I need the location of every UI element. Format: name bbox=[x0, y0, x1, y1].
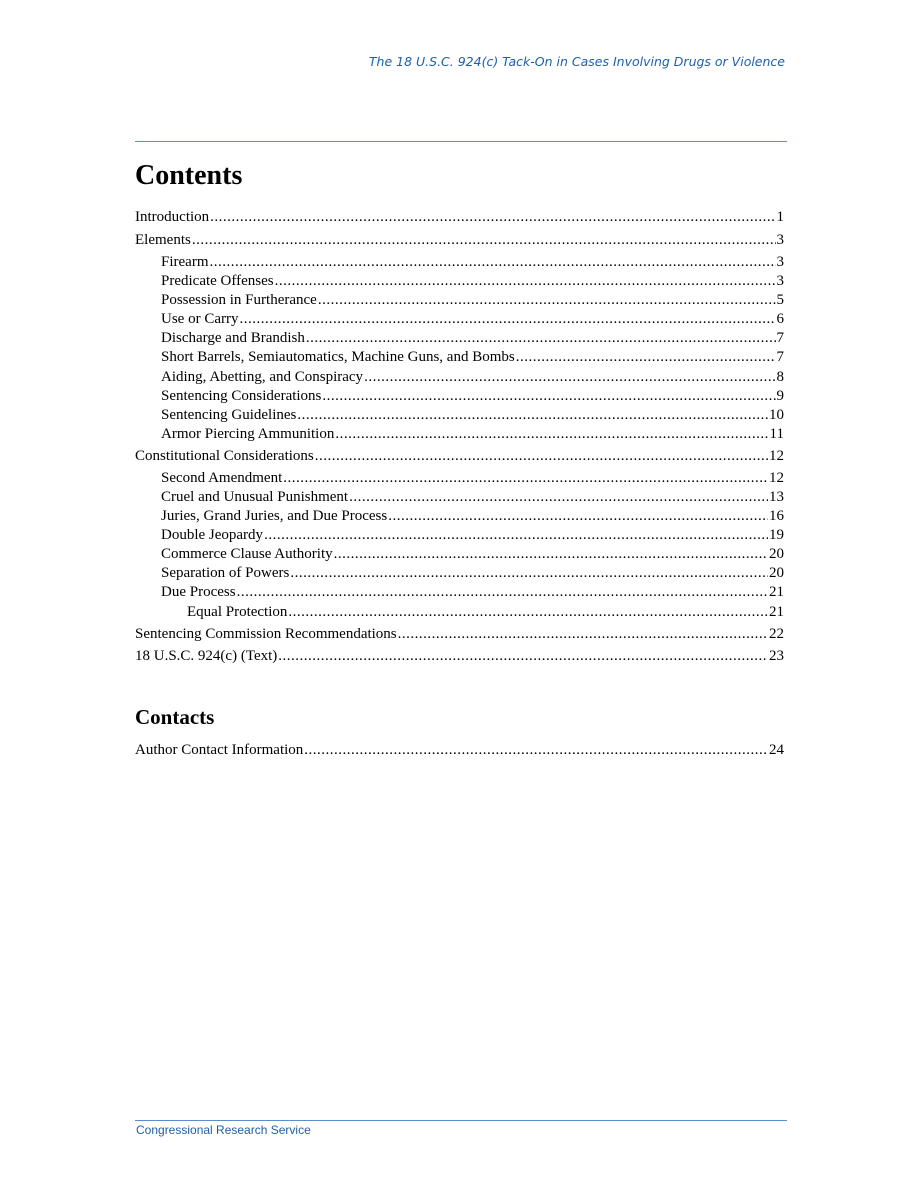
toc-entry[interactable] bbox=[161, 488, 784, 507]
dot-leader bbox=[209, 253, 775, 272]
header-rule bbox=[135, 141, 787, 142]
running-footer: Congressional Research Service bbox=[136, 1123, 311, 1137]
dot-leader bbox=[210, 208, 775, 227]
dot-leader bbox=[304, 741, 768, 760]
toc-entry-page-number: 16 bbox=[769, 508, 784, 524]
toc-entry[interactable] bbox=[135, 231, 784, 250]
toc-entry-label: Predicate Offenses bbox=[161, 273, 274, 289]
toc-entry-label: Author Contact Information bbox=[135, 742, 304, 758]
running-header: The 18 U.S.C. 924(c) Tack-On in Cases Involving Drugs or Violence bbox=[368, 54, 785, 69]
dot-leader bbox=[264, 526, 768, 545]
dot-leader bbox=[318, 291, 776, 310]
toc-entry-page-number: 21 bbox=[769, 604, 784, 620]
contacts-heading: Contacts bbox=[135, 705, 215, 729]
dot-leader bbox=[283, 469, 768, 488]
dot-leader bbox=[288, 603, 768, 622]
toc-entry-page-number: 23 bbox=[769, 648, 784, 664]
toc-entry-label: Short Barrels, Semiautomatics, Machine Guns, and Bombs bbox=[161, 349, 515, 365]
dot-leader bbox=[335, 425, 768, 444]
dot-leader bbox=[275, 272, 776, 291]
toc-entry-label: 18 U.S.C. 924(c) (Text) bbox=[135, 648, 278, 664]
toc-entry-page-number: 8 bbox=[776, 369, 784, 385]
toc-entry-page-number: 9 bbox=[776, 388, 784, 404]
contents-heading: Contents bbox=[135, 160, 243, 191]
toc-entry-page-number: 24 bbox=[769, 742, 784, 758]
toc-entry-label: Second Amendment bbox=[161, 470, 283, 486]
dot-leader bbox=[516, 348, 776, 367]
toc-entry[interactable] bbox=[161, 545, 784, 564]
dot-leader bbox=[334, 545, 768, 564]
dot-leader bbox=[388, 507, 768, 526]
toc-entry-label: Aiding, Abetting, and Conspiracy bbox=[161, 369, 364, 385]
toc-entry-label: Sentencing Guidelines bbox=[161, 407, 297, 423]
toc-entry-label: Separation of Powers bbox=[161, 565, 290, 581]
toc-entry[interactable] bbox=[135, 208, 784, 227]
toc-entry-label: Sentencing Considerations bbox=[161, 388, 322, 404]
footer-rule bbox=[135, 1120, 787, 1121]
toc-entry-page-number: 19 bbox=[769, 527, 784, 543]
toc-entry[interactable] bbox=[135, 625, 784, 644]
toc-entry[interactable] bbox=[187, 603, 784, 622]
toc-entry-page-number: 21 bbox=[769, 584, 784, 600]
toc-entry-label: Use or Carry bbox=[161, 311, 239, 327]
toc-entry[interactable] bbox=[161, 310, 784, 329]
dot-leader bbox=[322, 387, 775, 406]
toc-entry-page-number: 10 bbox=[769, 407, 784, 423]
toc-entry[interactable] bbox=[161, 564, 784, 583]
dot-leader bbox=[364, 368, 775, 387]
dot-leader bbox=[192, 231, 776, 250]
toc-entry[interactable] bbox=[161, 348, 784, 367]
toc-entry-page-number: 13 bbox=[769, 489, 784, 505]
toc-entry-label: Constitutional Considerations bbox=[135, 448, 314, 464]
dot-leader bbox=[306, 329, 776, 348]
toc-entry-page-number: 5 bbox=[776, 292, 784, 308]
toc-entry-label: Cruel and Unusual Punishment bbox=[161, 489, 349, 505]
toc-entry[interactable] bbox=[161, 253, 784, 272]
toc-entry[interactable] bbox=[135, 741, 784, 760]
toc-entry-label: Due Process bbox=[161, 584, 236, 600]
toc-entry[interactable] bbox=[161, 291, 784, 310]
toc-entry-label: Sentencing Commission Recommendations bbox=[135, 626, 397, 642]
toc-entry-label: Elements bbox=[135, 232, 191, 248]
toc-entry-label: Introduction bbox=[135, 209, 210, 225]
dot-leader bbox=[239, 310, 775, 329]
toc-entry[interactable] bbox=[161, 368, 784, 387]
toc-entry[interactable] bbox=[161, 329, 784, 348]
toc-entry[interactable] bbox=[161, 526, 784, 545]
toc-entry-page-number: 3 bbox=[776, 232, 784, 248]
dot-leader bbox=[315, 447, 768, 466]
dot-leader bbox=[398, 625, 768, 644]
toc-entry[interactable] bbox=[161, 387, 784, 406]
toc-entry-page-number: 7 bbox=[776, 330, 784, 346]
toc-entry-label: Armor Piercing Ammunition bbox=[161, 426, 335, 442]
toc-entry-page-number: 12 bbox=[769, 470, 784, 486]
dot-leader bbox=[297, 406, 768, 425]
toc-entry-page-number: 7 bbox=[776, 349, 784, 365]
toc-entry-label: Discharge and Brandish bbox=[161, 330, 305, 346]
toc-entry-page-number: 1 bbox=[776, 209, 784, 225]
toc-entry[interactable] bbox=[161, 406, 784, 425]
toc-entry-page-number: 20 bbox=[769, 565, 784, 581]
toc-entry[interactable] bbox=[161, 583, 784, 602]
toc-entry[interactable] bbox=[135, 447, 784, 466]
dot-leader bbox=[349, 488, 768, 507]
toc-entry-label: Juries, Grand Juries, and Due Process bbox=[161, 508, 388, 524]
toc-entry[interactable] bbox=[161, 272, 784, 291]
toc-entry-page-number: 11 bbox=[769, 426, 784, 442]
toc-entry-label: Commerce Clause Authority bbox=[161, 546, 333, 562]
dot-leader bbox=[237, 583, 768, 602]
toc-entry-page-number: 3 bbox=[776, 273, 784, 289]
toc-entry-page-number: 22 bbox=[769, 626, 784, 642]
toc-entry-label: Equal Protection bbox=[187, 604, 288, 620]
toc-entry-page-number: 6 bbox=[776, 311, 784, 327]
toc-entry-label: Firearm bbox=[161, 254, 209, 270]
toc-entry-page-number: 3 bbox=[776, 254, 784, 270]
dot-leader bbox=[278, 647, 768, 666]
toc-entry-label: Possession in Furtherance bbox=[161, 292, 317, 308]
toc-entry[interactable] bbox=[161, 507, 784, 526]
toc-entry[interactable] bbox=[135, 647, 784, 666]
toc-entry[interactable] bbox=[161, 469, 784, 488]
dot-leader bbox=[290, 564, 768, 583]
toc-entry-label: Double Jeopardy bbox=[161, 527, 264, 543]
toc-entry[interactable] bbox=[161, 425, 784, 444]
toc-entry-page-number: 20 bbox=[769, 546, 784, 562]
toc-entry-page-number: 12 bbox=[769, 448, 784, 464]
